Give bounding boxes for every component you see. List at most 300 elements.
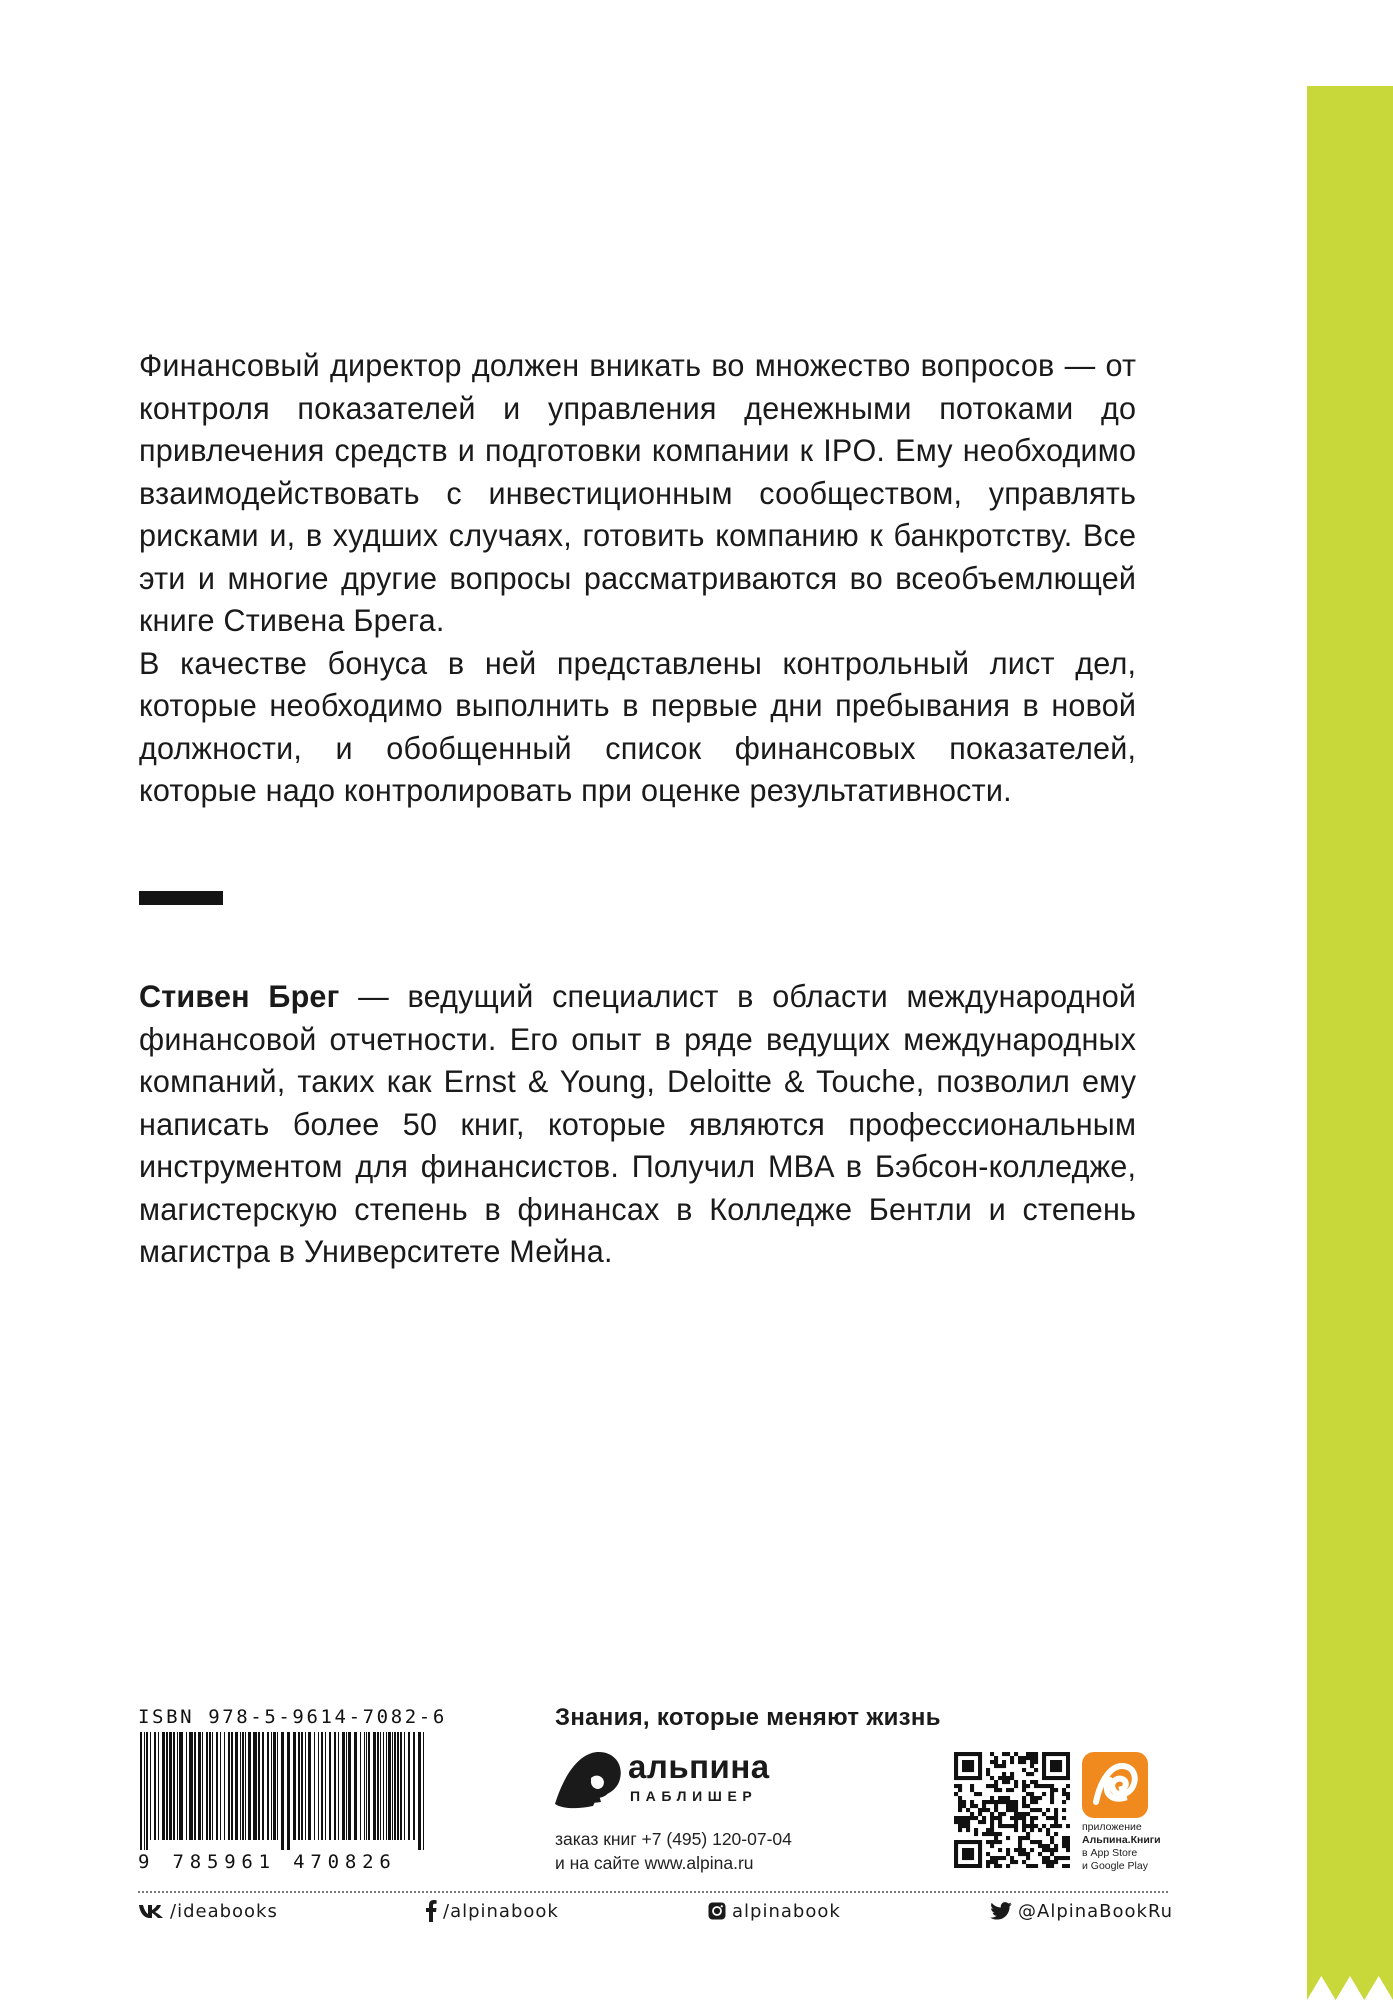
qr-module xyxy=(954,1860,958,1864)
qr-module xyxy=(962,1752,966,1756)
qr-module xyxy=(1022,1824,1026,1828)
qr-module xyxy=(970,1804,974,1808)
qr-module xyxy=(1022,1760,1026,1764)
publisher-tagline: Знания, которые меняют жизнь xyxy=(555,1704,941,1731)
qr-module xyxy=(1018,1812,1022,1816)
qr-module xyxy=(1050,1860,1054,1864)
qr-module xyxy=(1038,1844,1042,1848)
qr-module xyxy=(1014,1860,1018,1864)
qr-module xyxy=(1006,1752,1010,1756)
qr-module xyxy=(1030,1760,1034,1764)
qr-module xyxy=(1054,1752,1058,1756)
qr-module xyxy=(1010,1800,1014,1804)
qr-module xyxy=(962,1852,966,1856)
qr-module xyxy=(954,1856,958,1860)
qr-module xyxy=(1034,1780,1038,1784)
qr-module xyxy=(998,1800,1002,1804)
qr-module xyxy=(1042,1752,1046,1756)
qr-module xyxy=(1062,1836,1066,1840)
qr-module xyxy=(958,1864,962,1868)
social-vk[interactable] xyxy=(138,1897,278,1925)
qr-module xyxy=(962,1768,966,1772)
qr-module xyxy=(1014,1848,1018,1852)
qr-module xyxy=(1062,1840,1066,1844)
qr-module xyxy=(1010,1824,1014,1828)
qr-module xyxy=(1026,1756,1030,1760)
author-name: Стивен Брег xyxy=(139,978,340,1014)
barcode-bar xyxy=(144,1732,145,1850)
qr-module xyxy=(1006,1836,1010,1840)
qr-module xyxy=(1066,1772,1070,1776)
qr-module xyxy=(954,1844,958,1848)
qr-module xyxy=(962,1856,966,1860)
qr-module xyxy=(1010,1776,1014,1780)
qr-module xyxy=(1030,1792,1034,1796)
barcode-bar xyxy=(334,1732,336,1840)
qr-module xyxy=(1014,1804,1018,1808)
qr-module xyxy=(1062,1792,1066,1796)
qr-module xyxy=(986,1852,990,1856)
qr-module xyxy=(998,1840,1002,1844)
qr-module xyxy=(998,1764,1002,1768)
barcode-bar xyxy=(281,1732,284,1850)
qr-module xyxy=(1058,1776,1062,1780)
qr-module xyxy=(1026,1752,1030,1756)
barcode-bar xyxy=(314,1732,315,1840)
qr-module xyxy=(990,1812,994,1816)
qr-module xyxy=(1010,1816,1014,1820)
barcode-bar xyxy=(150,1732,151,1840)
qr-module xyxy=(1030,1824,1034,1828)
barcode-bar xyxy=(400,1732,402,1840)
qr-module xyxy=(982,1820,986,1824)
isbn-label: ISBN 978-5-9614-7082-6 xyxy=(138,1706,447,1728)
barcode-bar xyxy=(271,1732,272,1840)
qr-module xyxy=(974,1792,978,1796)
qr-module xyxy=(994,1816,998,1820)
qr-module xyxy=(1042,1772,1046,1776)
qr-module xyxy=(958,1840,962,1844)
qr-module xyxy=(998,1776,1002,1780)
app-note-line: и Google Play xyxy=(1082,1860,1148,1872)
qr-module xyxy=(990,1816,994,1820)
qr-module xyxy=(954,1772,958,1776)
qr-module xyxy=(986,1828,990,1832)
qr-module xyxy=(978,1760,982,1764)
qr-module xyxy=(970,1752,974,1756)
qr-module xyxy=(982,1816,986,1820)
barcode-bar xyxy=(209,1732,211,1840)
qr-module xyxy=(1058,1760,1062,1764)
qr-module xyxy=(974,1816,978,1820)
qr-module xyxy=(1038,1808,1042,1812)
barcode-bar xyxy=(364,1732,365,1840)
qr-module xyxy=(970,1864,974,1868)
qr-module xyxy=(1014,1784,1018,1788)
qr-module xyxy=(978,1776,982,1780)
author-paragraph xyxy=(139,975,1136,1273)
barcode-bar xyxy=(318,1732,319,1840)
qr-module xyxy=(998,1856,1002,1860)
qr-module xyxy=(1026,1832,1030,1836)
qr-module xyxy=(966,1852,970,1856)
qr-module xyxy=(990,1776,994,1780)
barcode-bar xyxy=(220,1732,221,1840)
qr-module xyxy=(978,1764,982,1768)
facebook-icon xyxy=(425,1900,437,1922)
qr-module xyxy=(966,1856,970,1860)
qr-module xyxy=(1026,1784,1030,1788)
qr-module xyxy=(958,1788,962,1792)
barcode-bar xyxy=(404,1732,405,1840)
description-paragraph: Финансовый директор должен вникать во множество вопросов — от контроля показателей и управления денежными потоками до привлечения средств и подготовки компании к IPO. Ему необходимо взаимодействовать с инвестиционным сообществом, управлять рисками и, в худших случаях, готовить компанию к банкротству. Все эти и многие другие вопросы рассматриваются во всеобъемлющей книге Стивена Брега. xyxy=(139,347,1137,638)
book-description xyxy=(139,344,1136,812)
qr-module xyxy=(962,1824,966,1828)
qr-module xyxy=(978,1840,982,1844)
qr-module xyxy=(1006,1788,1010,1792)
qr-module xyxy=(1046,1828,1050,1832)
qr-module xyxy=(1042,1768,1046,1772)
barcode-bar xyxy=(408,1732,410,1840)
qr-module xyxy=(1054,1856,1058,1860)
qr-module xyxy=(966,1840,970,1844)
qr-module xyxy=(1042,1764,1046,1768)
qr-module xyxy=(974,1776,978,1780)
qr-module xyxy=(962,1820,966,1824)
qr-module xyxy=(1030,1772,1034,1776)
footer-divider xyxy=(138,1891,1168,1893)
qr-module xyxy=(1018,1848,1022,1852)
qr-module xyxy=(970,1788,974,1792)
barcode-bar xyxy=(373,1732,376,1840)
qr-module xyxy=(1010,1804,1014,1808)
qr-module xyxy=(1066,1768,1070,1772)
qr-module xyxy=(1030,1848,1034,1852)
qr-module xyxy=(954,1760,958,1764)
qr-module xyxy=(1066,1856,1070,1860)
qr-module xyxy=(966,1768,970,1772)
qr-module xyxy=(1046,1808,1050,1812)
qr-module xyxy=(962,1840,966,1844)
social-twitter-label: @AlpinaBookRu xyxy=(1018,1900,1174,1922)
qr-module xyxy=(1022,1828,1026,1832)
qr-module xyxy=(1030,1828,1034,1832)
qr-module xyxy=(1034,1784,1038,1788)
qr-module xyxy=(994,1788,998,1792)
qr-module xyxy=(1066,1840,1070,1844)
qr-module xyxy=(1038,1852,1042,1856)
qr-module xyxy=(954,1864,958,1868)
qr-module xyxy=(962,1800,966,1804)
qr-module xyxy=(1050,1800,1054,1804)
qr-module xyxy=(1054,1776,1058,1780)
qr-module xyxy=(978,1844,982,1848)
barcode-bar xyxy=(162,1732,165,1840)
qr-module xyxy=(970,1800,974,1804)
qr-module xyxy=(1014,1812,1018,1816)
barcode-bar xyxy=(308,1732,311,1840)
qr-module xyxy=(1018,1756,1022,1760)
qr-module xyxy=(1062,1808,1066,1812)
qr-module xyxy=(1030,1752,1034,1756)
qr-module xyxy=(1034,1756,1038,1760)
qr-module xyxy=(1042,1860,1046,1864)
qr-module xyxy=(958,1816,962,1820)
qr-module xyxy=(994,1864,998,1868)
qr-module xyxy=(1010,1808,1014,1812)
barcode-bar xyxy=(235,1732,238,1840)
qr-module xyxy=(1050,1864,1054,1868)
qr-module xyxy=(1042,1784,1046,1788)
qr-module xyxy=(1006,1848,1010,1852)
qr-module xyxy=(962,1864,966,1868)
barcode-bar xyxy=(240,1732,241,1840)
barcode-bar xyxy=(245,1732,246,1840)
qr-module xyxy=(990,1840,994,1844)
qr-module xyxy=(970,1816,974,1820)
qr-module xyxy=(986,1832,990,1836)
barcode-bar xyxy=(194,1732,196,1840)
qr-module xyxy=(958,1800,962,1804)
barcode-bar xyxy=(392,1732,393,1840)
qr-module xyxy=(1050,1852,1054,1856)
qr-module xyxy=(994,1760,998,1764)
qr-module xyxy=(1002,1752,1006,1756)
description-paragraph: В качестве бонуса в ней представлены контрольный лист дел, которые необходимо выполнить в первые дни пребывания в новой должности, и обобщенный список финансовых показателей, которые надо контролировать при оценке результативности. xyxy=(139,644,1137,808)
barcode-bar xyxy=(216,1732,218,1840)
qr-module xyxy=(1006,1804,1010,1808)
qr-module xyxy=(1002,1760,1006,1764)
qr-module xyxy=(966,1864,970,1868)
barcode-bar xyxy=(206,1732,208,1840)
qr-module xyxy=(1054,1860,1058,1864)
qr-module xyxy=(974,1752,978,1756)
qr-module xyxy=(1002,1812,1006,1816)
qr-module xyxy=(1002,1780,1006,1784)
qr-module xyxy=(962,1816,966,1820)
qr-module xyxy=(1010,1756,1014,1760)
qr-module xyxy=(954,1840,958,1844)
qr-module xyxy=(1054,1760,1058,1764)
qr-module xyxy=(990,1828,994,1832)
qr-module xyxy=(1062,1788,1066,1792)
app-store-note xyxy=(1082,1821,1182,1873)
qr-module xyxy=(954,1764,958,1768)
qr-module xyxy=(958,1824,962,1828)
qr-module xyxy=(1030,1820,1034,1824)
qr-module xyxy=(1014,1752,1018,1756)
qr-module xyxy=(990,1832,994,1836)
qr-module xyxy=(954,1784,958,1788)
qr-module xyxy=(1062,1844,1066,1848)
qr-module xyxy=(1018,1852,1022,1856)
barcode-bar xyxy=(380,1732,381,1840)
barcode-bar xyxy=(267,1732,269,1840)
app-note-line: приложение xyxy=(1082,1821,1142,1833)
qr-module xyxy=(970,1768,974,1772)
qr-module xyxy=(1026,1864,1030,1868)
qr-module xyxy=(954,1752,958,1756)
qr-module xyxy=(1050,1824,1054,1828)
qr-module xyxy=(966,1848,970,1852)
qr-module xyxy=(1026,1852,1030,1856)
qr-module xyxy=(998,1824,1002,1828)
qr-module xyxy=(1062,1776,1066,1780)
qr-module xyxy=(970,1856,974,1860)
qr-module xyxy=(1042,1812,1046,1816)
qr-module xyxy=(998,1788,1002,1792)
qr-module xyxy=(998,1864,1002,1868)
barcode-bar xyxy=(258,1732,260,1840)
spine-zigzag-shape xyxy=(1307,86,1393,2000)
barcode-bar xyxy=(388,1732,391,1840)
qr-module xyxy=(1054,1848,1058,1852)
qr-module xyxy=(986,1800,990,1804)
qr-module xyxy=(978,1812,982,1816)
qr-module xyxy=(1002,1772,1006,1776)
qr-module xyxy=(1050,1816,1054,1820)
qr-module xyxy=(1062,1816,1066,1820)
author-bio-text: — ведущий специалист в области международной финансовой отчетности. Его опыт в ряде ведущих международных компаний, таких как Ernst & Young, Deloitte & Touche, позволил ему написать более 50 книг, которые являются профессиональным инструментом для финансистов. Получил MBA в Бэбсон-колледже, магистерскую степень в финансах в Колледже Бентли и степень магистра в Университете Мейна. xyxy=(139,978,1137,1269)
cover-spine-band xyxy=(1307,86,1393,2000)
qr-module xyxy=(978,1852,982,1856)
barcode-bar xyxy=(198,1732,201,1840)
qr-module xyxy=(966,1752,970,1756)
barcode-bar xyxy=(262,1732,264,1840)
qr-module xyxy=(1050,1784,1054,1788)
qr-module xyxy=(1058,1856,1062,1860)
qr-module xyxy=(1038,1784,1042,1788)
qr-module xyxy=(986,1860,990,1864)
qr-module xyxy=(1046,1816,1050,1820)
barcode-bar xyxy=(158,1732,159,1840)
qr-module xyxy=(974,1864,978,1868)
qr-module xyxy=(1062,1752,1066,1756)
qr-module xyxy=(1010,1788,1014,1792)
barcode-bar xyxy=(179,1732,183,1840)
qr-module xyxy=(962,1760,966,1764)
qr-module xyxy=(1026,1836,1030,1840)
qr-module xyxy=(990,1752,994,1756)
qr-module xyxy=(990,1856,994,1860)
qr-module xyxy=(1034,1760,1038,1764)
qr-module xyxy=(1054,1844,1058,1848)
qr-module xyxy=(1054,1808,1058,1812)
qr-module xyxy=(1022,1788,1026,1792)
qr-module xyxy=(994,1840,998,1844)
qr-module xyxy=(954,1820,958,1824)
qr-module xyxy=(1034,1840,1038,1844)
barcode-bar xyxy=(140,1732,142,1850)
social-facebook[interactable] xyxy=(425,1897,559,1925)
qr-module xyxy=(1030,1840,1034,1844)
qr-module xyxy=(978,1752,982,1756)
qr-module xyxy=(1026,1772,1030,1776)
qr-module xyxy=(1062,1864,1066,1868)
barcode-digits: 9 785961 470826 xyxy=(138,1851,397,1873)
publisher-name: альпина xyxy=(628,1748,770,1785)
barcode-icon xyxy=(138,1732,430,1850)
qr-module xyxy=(982,1832,986,1836)
qr-module xyxy=(1042,1856,1046,1860)
qr-module xyxy=(966,1776,970,1780)
qr-module xyxy=(958,1776,962,1780)
qr-module xyxy=(1066,1756,1070,1760)
barcode-bar xyxy=(202,1732,203,1840)
qr-module xyxy=(994,1860,998,1864)
qr-module xyxy=(990,1820,994,1824)
qr-module xyxy=(966,1816,970,1820)
qr-module xyxy=(1010,1772,1014,1776)
qr-module xyxy=(1066,1836,1070,1840)
qr-module xyxy=(1066,1760,1070,1764)
qr-module xyxy=(990,1796,994,1800)
qr-module xyxy=(962,1848,966,1852)
section-divider xyxy=(139,891,223,905)
qr-module xyxy=(954,1792,958,1796)
twitter-icon xyxy=(990,1902,1012,1920)
qr-module xyxy=(1018,1836,1022,1840)
qr-module xyxy=(1050,1792,1054,1796)
qr-module xyxy=(986,1772,990,1776)
qr-module xyxy=(978,1860,982,1864)
qr-module xyxy=(994,1808,998,1812)
qr-module xyxy=(1058,1768,1062,1772)
barcode-bar xyxy=(342,1732,345,1840)
qr-module xyxy=(990,1860,994,1864)
social-twitter[interactable] xyxy=(990,1897,1173,1925)
qr-module xyxy=(974,1828,978,1832)
qr-module xyxy=(1034,1796,1038,1800)
qr-module xyxy=(970,1764,974,1768)
qr-module xyxy=(990,1824,994,1828)
qr-module xyxy=(1042,1776,1046,1780)
qr-module xyxy=(966,1828,970,1832)
social-instagram[interactable] xyxy=(708,1897,841,1925)
qr-module xyxy=(1034,1800,1038,1804)
qr-module xyxy=(1050,1776,1054,1780)
qr-module xyxy=(1026,1824,1030,1828)
barcode-bar xyxy=(377,1732,379,1840)
qr-module xyxy=(1042,1756,1046,1760)
qr-module xyxy=(966,1808,970,1812)
qr-module xyxy=(982,1804,986,1808)
qr-module xyxy=(970,1812,974,1816)
barcode-bar xyxy=(338,1732,339,1840)
qr-module xyxy=(1002,1776,1006,1780)
social-instagram-label: alpinabook xyxy=(732,1900,841,1922)
qr-module xyxy=(958,1752,962,1756)
qr-module xyxy=(1050,1764,1054,1768)
qr-module xyxy=(1022,1784,1026,1788)
barcode-bar xyxy=(394,1732,396,1840)
qr-module xyxy=(1022,1820,1026,1824)
barcode-bar xyxy=(386,1732,387,1840)
qr-module xyxy=(982,1800,986,1804)
qr-module xyxy=(958,1820,962,1824)
qr-module xyxy=(1066,1844,1070,1848)
qr-module xyxy=(1042,1824,1046,1828)
qr-module xyxy=(990,1784,994,1788)
order-website: и на сайте www.alpina.ru xyxy=(555,1853,754,1873)
qr-module xyxy=(1030,1864,1034,1868)
qr-module xyxy=(994,1784,998,1788)
barcode-bar xyxy=(186,1732,187,1840)
barcode-bar xyxy=(360,1732,361,1840)
barcode-bar xyxy=(177,1732,178,1840)
qr-module xyxy=(970,1840,974,1844)
qr-module xyxy=(954,1816,958,1820)
